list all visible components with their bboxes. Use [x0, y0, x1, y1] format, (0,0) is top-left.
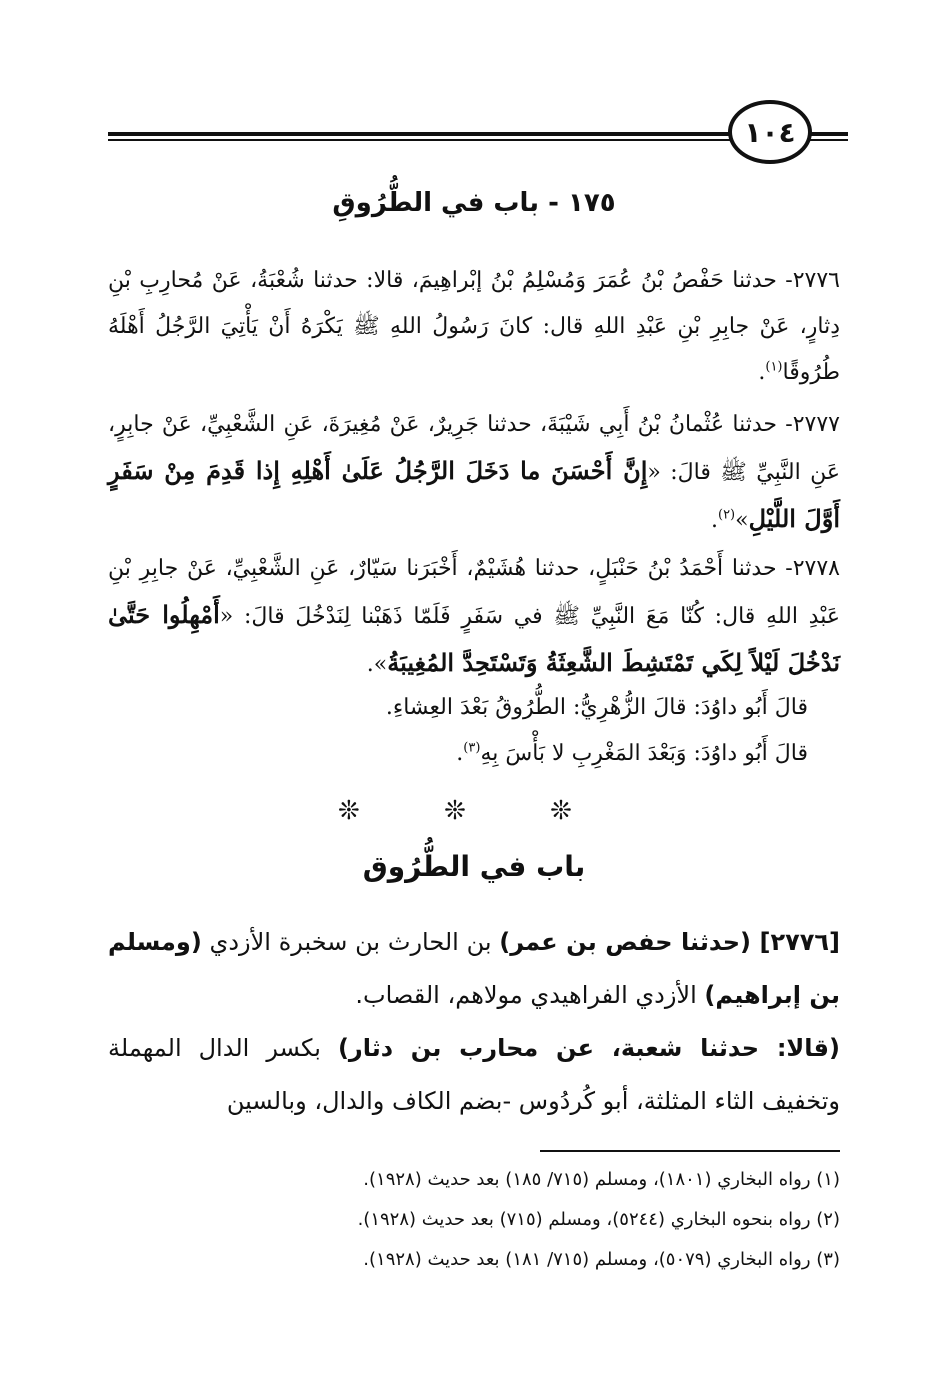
- note-text: قالَ أَبُو داوُدَ: وَبَعْدَ المَغْرِبِ لا بَأْسَ بِهِ: [480, 741, 808, 766]
- note-end: .: [456, 741, 464, 766]
- commentary: [108, 916, 840, 1128]
- hadith-prophetic-words: إِنَّ أَحْسَنَ ما دَخَلَ الرَّجُلُ عَلَىٰ أَهْلِهِ إِذا قَدِمَ مِنْ سَفَرٍ أَوَّلَ اللَّيْلِ: [108, 456, 840, 533]
- footnote-ref: (١): [765, 359, 783, 375]
- commentary-text: بن الحارث بن سخبرة الأزدي: [201, 928, 500, 956]
- header-rule-extension: [812, 132, 842, 136]
- page-number: ١٠٤: [728, 100, 812, 164]
- hadith-2777: [108, 402, 840, 544]
- commentary-lemma: (ومسلم بن إبراهيم): [108, 928, 840, 1009]
- footnotes: [108, 1160, 840, 1280]
- commentary-paragraph: [108, 916, 840, 1022]
- hadith-text: ٢٧٧٦- حدثنا حَفْصُ بْنُ عُمَرَ وَمُسْلِمُ بْنُ إبْراهِيمَ، قالا: حدثنا شُعْبَةُ، عَنْ مُحارِبِ بْنِ دِثارٍ، عَنْ جابِرِ بْنِ عَبْدِ اللهِ قال: كانَ رَسُولُ اللهِ ﷺ يَكْرَهُ أَنْ يَأْتِيَ الرَّجُلُ أَهْلَهُ طُرُوقًا: [108, 268, 840, 385]
- hadith-text: ٢٧٧٨- حدثنا أَحْمَدُ بْنُ حَنْبَلٍ، حدثنا هُشَيْمٌ، أَخْبَرَنا سَيّارٌ، عَنِ الشَّعْبِيِّ، عَنْ جابِرِ بْنِ عَبْدِ اللهِ قال: كُنّا مَعَ النَّبِيِّ ﷺ في سَفَرٍ فَلَمّا ذَهَبْنا لِنَدْخُلَ قالَ: «: [108, 556, 840, 629]
- commentary-text: الأزدي الفراهيدي مولاهم، القصاب.: [355, 981, 705, 1009]
- section-separator: ❊ ❊ ❊: [338, 796, 610, 826]
- footnote-ref: (٢): [717, 507, 736, 523]
- hadith-end: .: [758, 360, 766, 385]
- hadith-end: .: [366, 652, 374, 677]
- section-title: باب في الطُّرُوق: [362, 850, 586, 883]
- abu-dawud-note-1: [108, 686, 808, 730]
- chapter-title: ١٧٥ - باب في الطُّرُوقِ: [332, 188, 616, 218]
- abu-dawud-note-2: [108, 732, 808, 776]
- commentary-paragraph: [108, 1022, 840, 1128]
- commentary-lemma: (قالا: حدثنا شعبة، عن محارب بن دثار): [337, 1034, 840, 1062]
- footnote-1: (١) رواه البخاري (١٨٠١)، ومسلم (٧١٥/ ١٨٥) بعد حديث (١٩٢٨).: [363, 1169, 840, 1190]
- commentary-lemma: [٢٧٧٦] (حدثنا حفص بن عمر): [499, 928, 840, 956]
- footnote-3: (٣) رواه البخاري (٥٠٧٩)، ومسلم (٧١٥/ ١٨١) بعد حديث (١٩٢٨).: [363, 1249, 840, 1270]
- quote-close: »: [373, 652, 388, 677]
- note-text: قالَ أَبُو داوُدَ: قالَ الزُّهْرِيُّ: الطُّرُوقُ بَعْدَ العِشاءِ.: [385, 695, 808, 720]
- footnote-2: (٢) رواه بنحوه البخاري (٥٢٤٤)، ومسلم (٧١٥) بعد حديث (١٩٢٨).: [357, 1209, 840, 1230]
- hadith-2778: [108, 546, 840, 688]
- footnote-separator: [540, 1150, 840, 1152]
- hadith-2776: [108, 258, 840, 396]
- quote-close: »: [735, 508, 749, 533]
- hadith-text: ٢٧٧٧- حدثنا عُثْمانُ بْنُ أَبِي شَيْبَةَ، حدثنا جَرِيرٌ، عَنْ مُغِيرَةَ، عَنِ الشَّعْبِيِّ، عَنْ جابِرٍ، عَنِ النَّبِيِّ ﷺ قالَ: «: [108, 412, 841, 485]
- hadith-end: .: [710, 508, 718, 533]
- footnote-ref: (٣): [463, 740, 481, 756]
- header-rule-extension-thin: [812, 139, 842, 141]
- hadith-prophetic-words: أَمْهِلُوا حَتَّىٰ نَدْخُلَ لَيْلاً لِكَي تَمْتَشِطَ الشَّعِثَةُ وَتَسْتَحِدَّ المُغِيبَةُ: [108, 600, 840, 677]
- commentary-text: بكسر الدال المهملة وتخفيف الثاء المثلثة، أبو كُردُوس -بضم الكاف والدال، وبالسين: [108, 1034, 840, 1115]
